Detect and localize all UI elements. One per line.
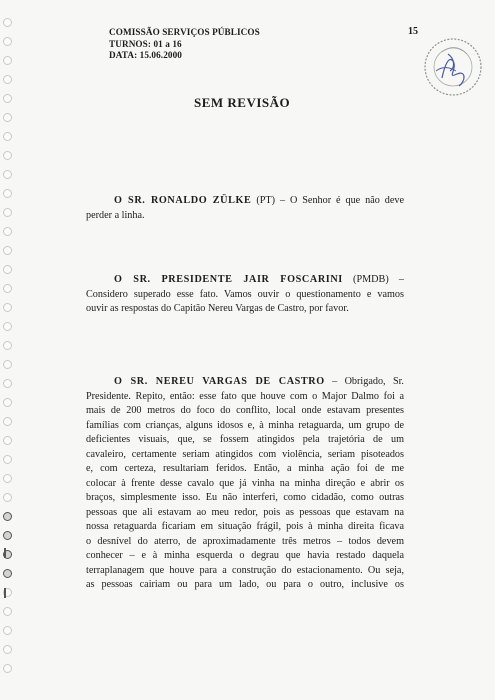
binder-hole <box>3 626 12 635</box>
speech-text: (PT) – O Senhor é que não deve <box>251 195 404 206</box>
binder-hole <box>3 455 12 464</box>
binder-hole <box>3 436 12 445</box>
binder-hole <box>3 645 12 654</box>
paragraph-line: as pessoas cairiam ou para um lado, ou para o outro, inclusive os <box>86 579 404 590</box>
speech-paragraph-zulke <box>86 194 404 223</box>
paragraph-line: pessoas que ali estavam ao meu redor, pois as pessoas que estavam na <box>86 506 404 518</box>
binder-hole <box>3 322 12 331</box>
binder-hole <box>3 208 12 217</box>
turns-label: TURNOS: 01 a 16 <box>109 38 182 49</box>
paragraph-line: ouvir as respostas do Capitão Nereu Vargas de Castro, por favor. <box>86 303 349 314</box>
binder-hole <box>3 341 12 350</box>
binder-holes <box>3 18 15 688</box>
paragraph-line: cavaleiro, certamente seriam atingidos com violência, seriam pisoteados <box>86 448 404 460</box>
paragraph-line: famílias com crianças, alguns idosos e, à minha retaguarda, um grupo de <box>86 419 404 431</box>
binder-hole <box>3 246 12 255</box>
speech-text: – Obrigado, Sr. <box>324 376 404 387</box>
binder-hole <box>3 113 12 122</box>
binder-hole <box>3 398 12 407</box>
paragraph-line: colocar à frente desse cavalo que já vinha na minha direção e abrir os <box>86 477 404 489</box>
binder-hole <box>3 379 12 388</box>
binder-hole <box>3 607 12 616</box>
binder-hole <box>3 18 12 27</box>
paragraph-line: o desnível do aterro, de aproximadamente três metros – todos devem <box>86 535 404 547</box>
binder-hole <box>3 94 12 103</box>
binder-hole <box>3 303 12 312</box>
binder-hole <box>3 531 12 540</box>
binder-hole <box>3 151 12 160</box>
binder-mark <box>4 588 6 598</box>
page-number: 15 <box>408 26 418 37</box>
speaker-name: O SR. RONALDO ZÜLKE <box>114 195 252 206</box>
paragraph-line: perder a linha. <box>86 209 145 221</box>
binder-hole <box>3 360 12 369</box>
paragraph-line <box>86 194 404 209</box>
paragraph-line: Considero superado esse fato. Vamos ouvir o questionamento e vamos <box>86 288 404 300</box>
document-title: SEM REVISÃO <box>194 95 291 110</box>
document-header <box>109 27 260 62</box>
speech-paragraph-foscarini <box>86 273 404 317</box>
official-seal-stamp-icon <box>422 36 484 98</box>
binder-hole <box>3 474 12 483</box>
paragraph-line <box>86 273 404 288</box>
paragraph-line: e, com certeza, resultariam feridos. Então, a minha ação foi de me <box>86 463 404 474</box>
committee-name: COMISSÃO SERVIÇOS PÚBLICOS <box>109 27 260 37</box>
speech-paragraph-castro <box>86 375 404 593</box>
paragraph-line: braços, simplesmente isso. Eu não interferi, como cidadão, como outras <box>86 492 404 503</box>
binder-hole <box>3 132 12 141</box>
paragraph-line: deficientes visuais, que, se fossem atingidos pela trajetória de um <box>86 434 404 445</box>
binder-mark <box>4 548 6 558</box>
binder-hole <box>3 417 12 426</box>
binder-hole <box>3 75 12 84</box>
binder-hole <box>3 56 12 65</box>
paragraph-line: mais de 200 metros do foco do conflito, local onde estavam presentes <box>86 405 404 416</box>
paragraph-line: conhecer – e à minha esquerda o degrau que havia restado daquela <box>86 550 404 561</box>
binder-hole <box>3 284 12 293</box>
binder-hole <box>3 512 12 521</box>
binder-hole <box>3 189 12 198</box>
paragraph-line: nossa retaguarda ficariam em situação frágil, pois à minha direita ficava <box>86 521 404 532</box>
binder-hole <box>3 170 12 179</box>
binder-hole <box>3 569 12 578</box>
speaker-name: O SR. NEREU VARGAS DE CASTRO <box>114 376 325 387</box>
paragraph-line: terraplanagem que houve para a construção do estacionamento. Ou seja, <box>86 564 404 576</box>
binder-hole <box>3 493 12 502</box>
speaker-name: O SR. PRESIDENTE JAIR FOSCARINI <box>114 274 343 285</box>
paragraph-line <box>86 375 404 390</box>
binder-hole <box>3 265 12 274</box>
binder-hole <box>3 227 12 236</box>
binder-hole <box>3 664 12 673</box>
paragraph-line: Presidente. Repito, então: esse fato que houve com o Major Dalmo foi a <box>86 390 404 402</box>
speech-text: (PMDB) – <box>342 274 404 285</box>
binder-hole <box>3 37 12 46</box>
date-label: DATA: 15.06.2000 <box>109 50 182 60</box>
